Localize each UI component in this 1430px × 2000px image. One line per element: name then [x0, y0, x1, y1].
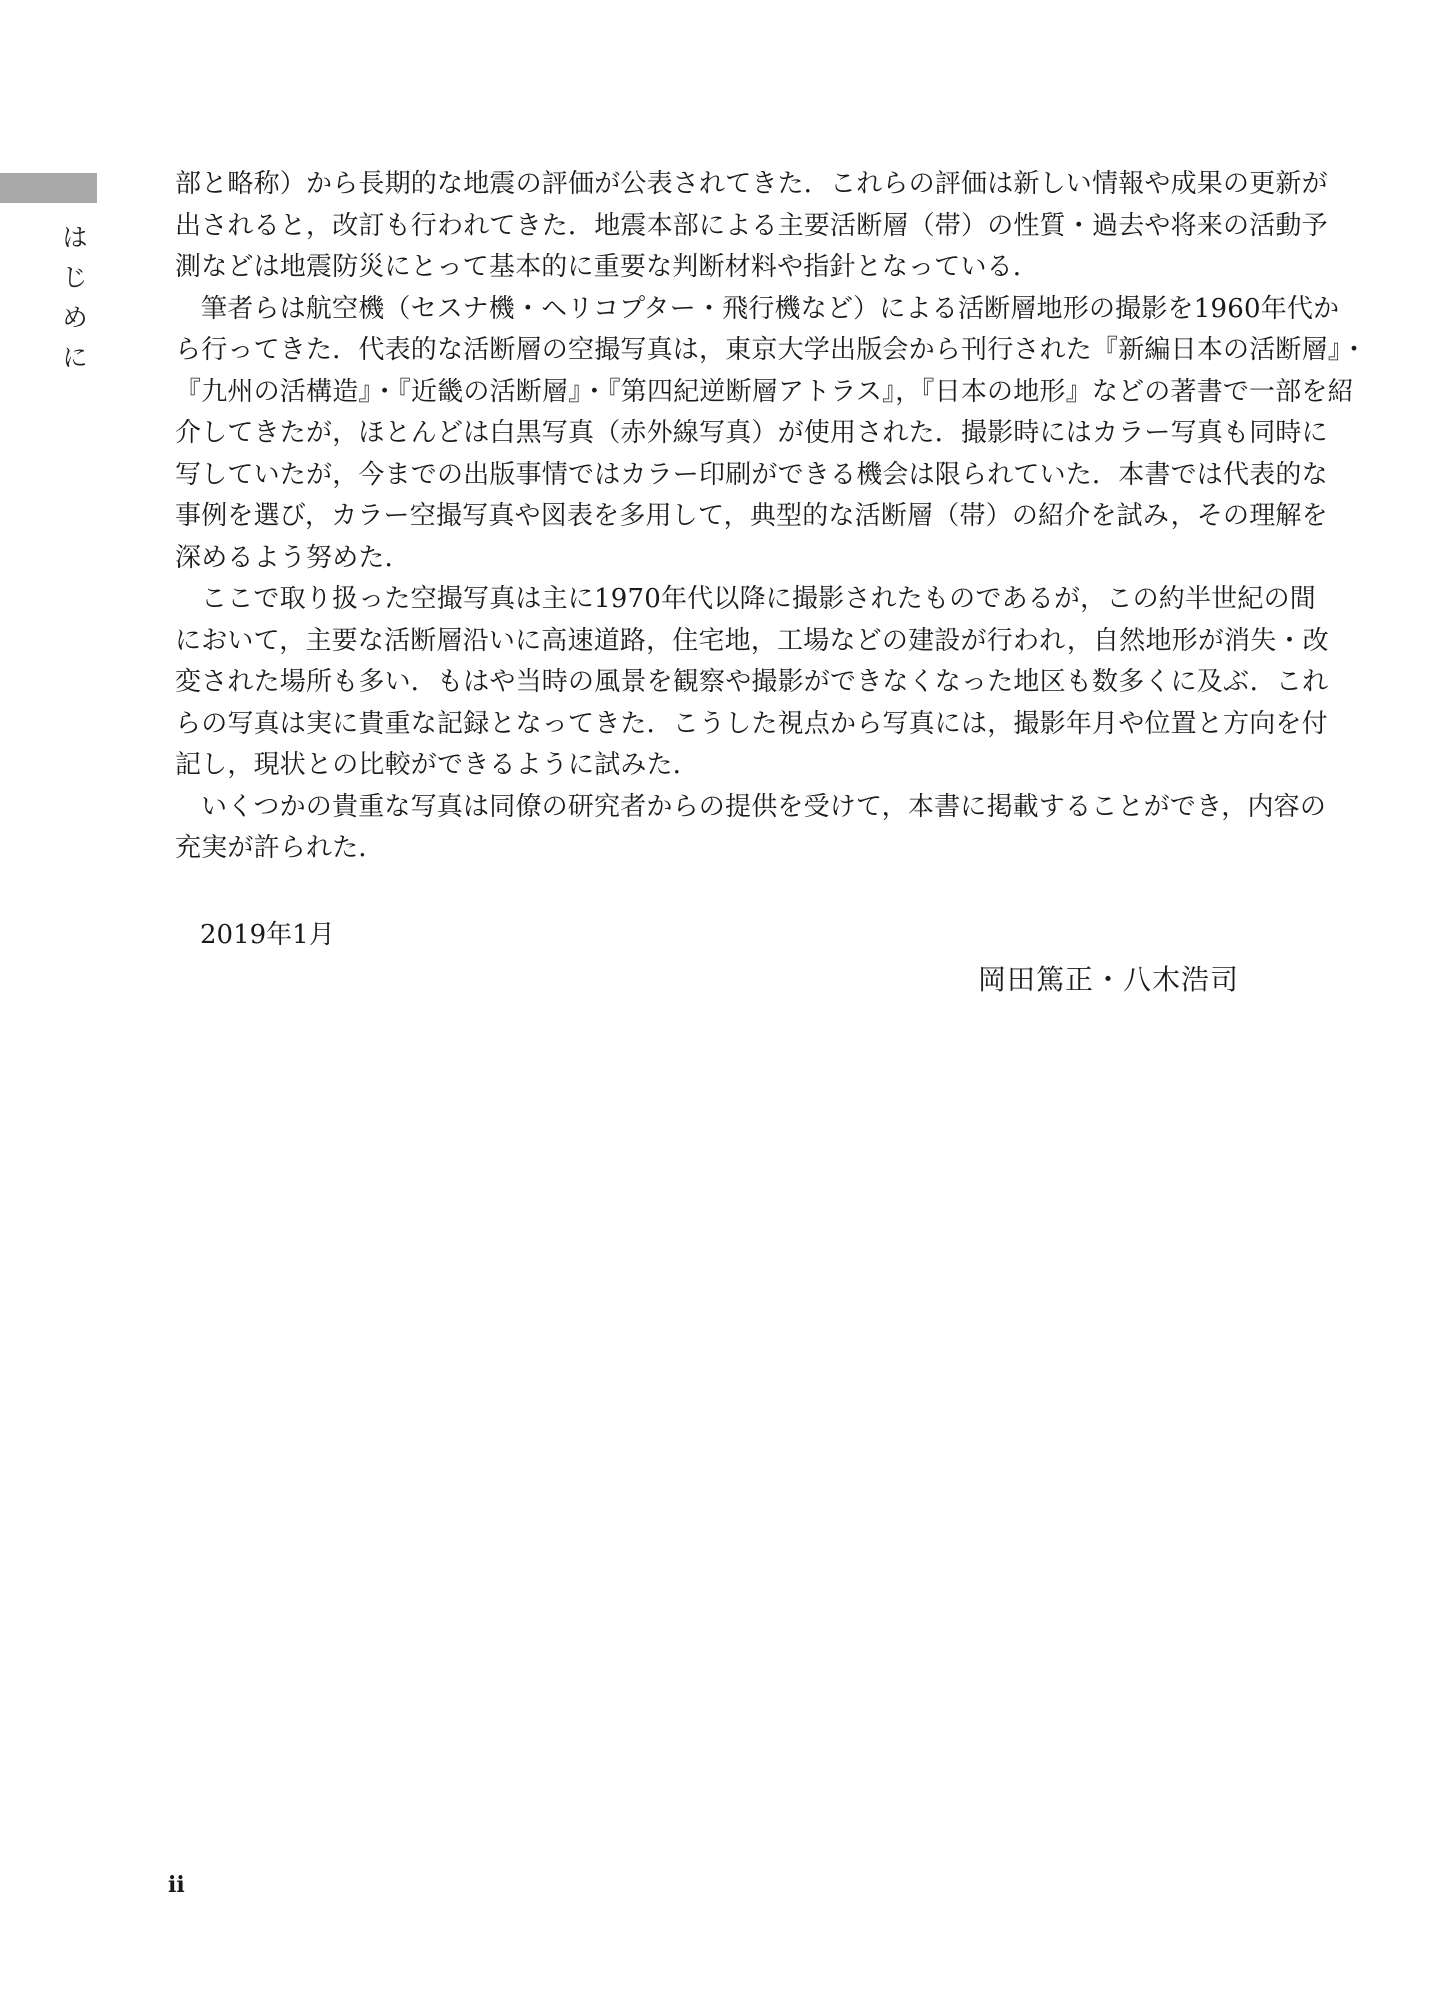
section-title-char: に	[62, 343, 88, 372]
section-title-char: じ	[62, 263, 88, 292]
text-line: 変された場所も多い．もはや当時の風景を観察や撮影ができなくなった地区も数多くに及ぶ．これ	[175, 667, 1329, 697]
text-line: ここで取り扱った空撮写真は主に1970年代以降に撮影されたものであるが，この約半世紀の間	[201, 584, 1316, 614]
preface-date: 2019年1月	[200, 920, 335, 950]
text-line: 出されると，改訂も行われてきた．地震本部による主要活断層（帯）の性質・過去や将来の活動予	[175, 210, 1328, 241]
text-line: ら行ってきた．代表的な活断層の空撮写真は，東京大学出版会から刊行された『新編日本の活断層』・	[175, 335, 1368, 365]
text-line: 深めるよう努めた．	[175, 542, 411, 573]
text-line: 筆者らは航空機（セスナ機・ヘリコプター・飛行機など）による活断層地形の撮影を1960年代か	[201, 293, 1340, 324]
section-tab-marker	[0, 173, 97, 203]
section-title-char: は	[62, 223, 88, 252]
text-line: 介してきたが，ほとんどは白黒写真（赤外線写真）が使用された．撮影時にはカラー写真も同時に	[175, 418, 1328, 448]
text-line: 測などは地震防災にとって基本的に重要な判断材料や指針となっている．	[175, 252, 1040, 282]
text-line: において，主要な活断層沿いに高速道路，住宅地，工場などの建設が行われ，自然地形が消失・改	[175, 625, 1329, 656]
preface-authors: 岡田篤正・八木浩司	[978, 963, 1240, 996]
preface-body	[175, 164, 1368, 870]
section-title-char: め	[62, 303, 88, 332]
text-line: 部と略称）から長期的な地震の評価が公表されてきた．これらの評価は新しい情報や成果の更新が	[175, 169, 1328, 199]
text-line: 写していたが，今までの出版事情ではカラー印刷ができる機会は限られていた．本書では代表的な	[175, 459, 1328, 490]
text-line: らの写真は実に貴重な記録となってきた．こうした視点から写真には，撮影年月や位置と方向を付	[175, 708, 1328, 739]
text-line: 『九州の活構造』・『近畿の活断層』・『第四紀逆断層アトラス』，『日本の地形』などの著書で一部を紹	[175, 376, 1354, 407]
text-line: いくつかの貴重な写真は同僚の研究者からの提供を受けて，本書に掲載することができ，内容の	[201, 791, 1327, 822]
text-line: 記し，現状との比較ができるように試みた．	[175, 750, 700, 780]
page-number: ii	[168, 1872, 185, 1898]
text-line: 事例を選び，カラー空撮写真や図表を多用して，典型的な活断層（帯）の紹介を試み，その理解を	[175, 501, 1328, 531]
text-line: 充実が許られた．	[175, 833, 385, 863]
section-title-vertical	[60, 218, 90, 378]
